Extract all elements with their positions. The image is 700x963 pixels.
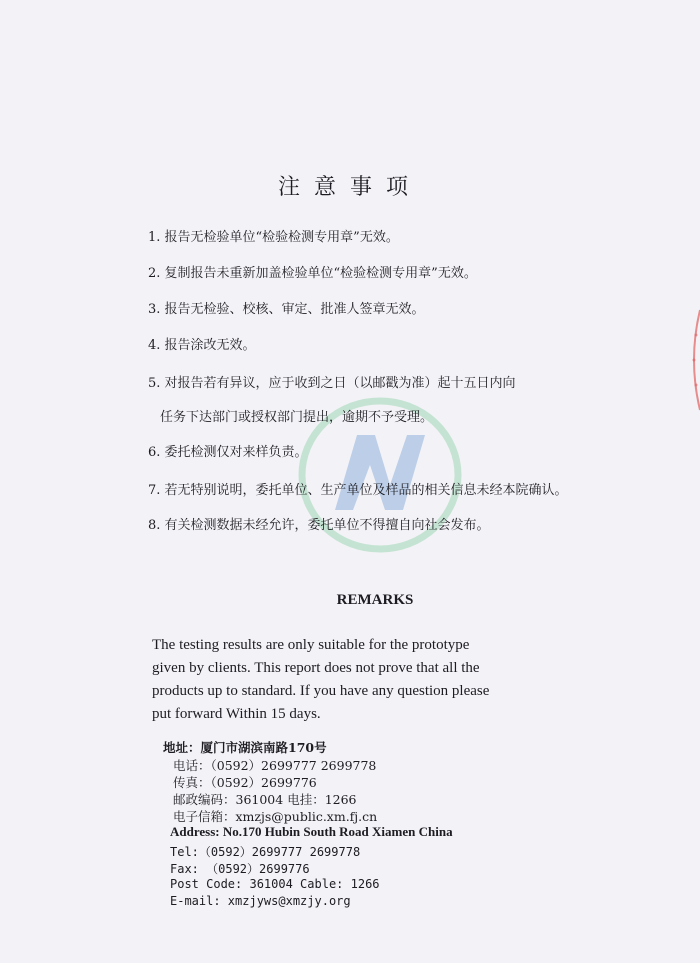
remarks-line: The testing results are only suitable for the prototype <box>152 637 470 653</box>
notice-title: 注意事项 <box>277 175 422 200</box>
notice-item-5: 5. 对报告若有异议，应于收到之日（以邮戳为准）起十五日内向 <box>148 376 516 391</box>
notice-item-8: 8. 有关检测数据未经允许，委托单位不得擅自向社会发布。 <box>148 518 490 533</box>
remarks-title: REMARKS <box>336 592 414 608</box>
remarks-line: products up to standard. If you have any question please <box>152 683 490 699</box>
email-cn: 电子信箱：xmzjs@public.xm.fj.cn <box>173 809 378 824</box>
notice-item-1: 1. 报告无检验单位“检验检测专用章”无效。 <box>148 230 399 245</box>
notice-item-3: 3. 报告无检验、校核、审定、批准人签章无效。 <box>148 302 425 317</box>
remarks-body <box>152 634 552 726</box>
notice-item-6: 6. 委托检测仅对来样负责。 <box>148 445 308 460</box>
notice-item-2: 2. 复制报告未重新加盖检验单位“检验检测专用章”无效。 <box>148 266 477 281</box>
address-en: Address: No.170 Hubin South Road Xiamen China <box>170 824 453 839</box>
remarks-line: put forward Within 15 days. <box>152 706 321 722</box>
address-cn: 地址：厦门市湖滨南路170号 <box>163 740 327 755</box>
notice-item-4: 4. 报告涂改无效。 <box>148 338 256 353</box>
email-en: E-mail: xmzjyws@xmzjy.org <box>170 894 351 908</box>
phone-cn: 电话：（0592）2699777 2699778 <box>173 758 377 773</box>
notice-item-5-continued: 任务下达部门或授权部门提出，逾期不予受理。 <box>160 410 434 425</box>
red-stamp-fragment <box>686 305 700 415</box>
fax-cn: 传真：（0592）2699776 <box>173 775 317 790</box>
fax-en: Fax: （0592）2699776 <box>170 862 310 876</box>
postcode-cn: 邮政编码：361004 电挂：1266 <box>173 792 357 807</box>
remarks-line: given by clients. This report does not prove that all the <box>152 660 480 676</box>
notice-item-7: 7. 若无特别说明，委托单位、生产单位及样品的相关信息未经本院确认。 <box>148 483 568 498</box>
postcode-en: Post Code: 361004 Cable: 1266 <box>170 877 380 891</box>
tel-en: Tel:（0592）2699777 2699778 <box>170 845 361 859</box>
